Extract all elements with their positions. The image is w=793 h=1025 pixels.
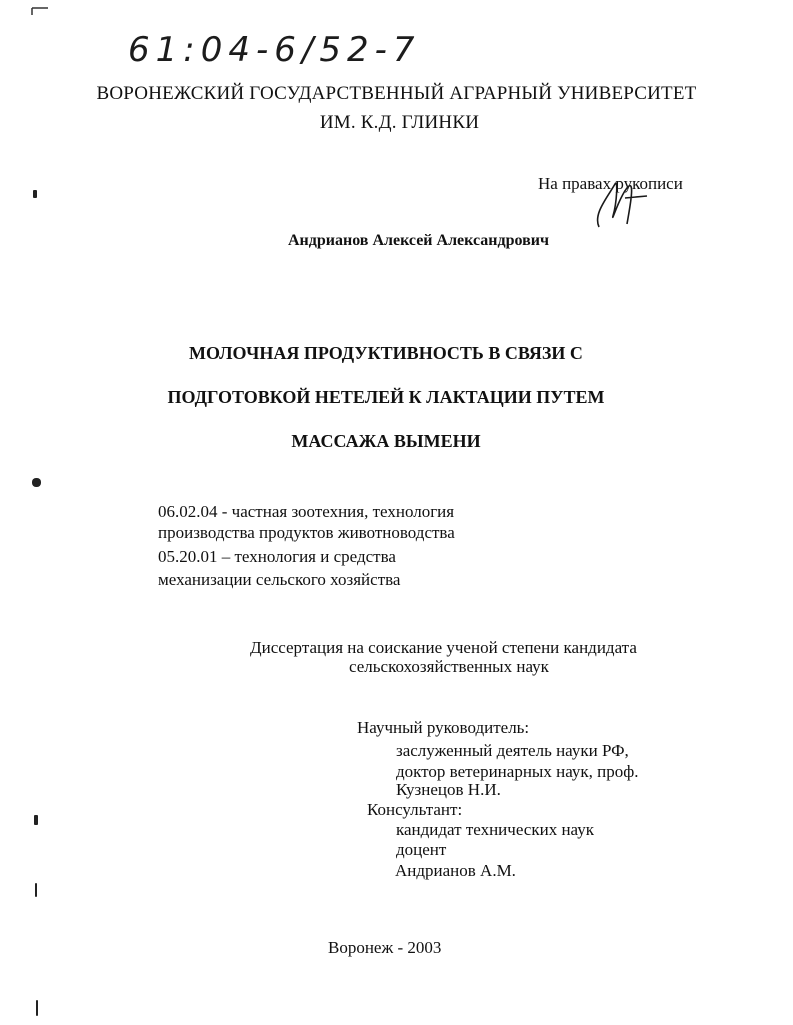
consultant-line-3: Андрианов А.М. [395,861,516,880]
supervisor-line-2: доктор ветеринарных наук, проф. [396,762,639,781]
scan-speck [32,478,41,487]
dissertation-line-2: сельскохозяйственных наук [349,657,549,676]
specialty-2-line-1: 05.20.01 – технология и средства [158,547,396,566]
dissertation-line-1: Диссертация на соискание ученой степени кандидата [250,638,637,657]
consultant-line-2: доцент [396,840,447,859]
title-line-1: МОЛОЧНАЯ ПРОДУКТИВНОСТЬ В СВЯЗИ С [189,343,583,363]
scan-speck [33,190,37,198]
supervisor-line-3: Кузнецов Н.И. [396,780,501,799]
title-line-3: МАССАЖА ВЫМЕНИ [291,431,481,451]
title-line-2: ПОДГОТОВКОЙ НЕТЕЛЕЙ К ЛАКТАЦИИ ПУТЕМ [167,387,605,407]
scan-speck [36,1000,38,1016]
signature [585,172,655,242]
university-heading: ВОРОНЕЖСКИЙ ГОСУДАРСТВЕННЫЙ АГРАРНЫЙ УНИВЕРСИТЕТ [96,83,697,104]
specialty-2-line-2: механизации сельского хозяйства [158,570,401,589]
consultant-label: Консультант: [367,800,463,819]
supervisor-label: Научный руководитель: [357,718,530,737]
manuscript-note: На правах рукописи [538,174,683,193]
supervisor-line-1: заслуженный деятель науки РФ, [396,741,629,760]
specialty-1-line-2: производства продуктов животноводства [158,523,455,542]
city-year: Воронеж - 2003 [328,938,442,957]
scan-corner-mark [30,6,50,16]
consultant-line-1: кандидат технических наук [396,820,594,839]
university-name: ИМ. К.Д. ГЛИНКИ [319,112,480,133]
specialty-1-line-1: 06.02.04 - частная зоотехния, технология [158,502,455,521]
author-name: Андрианов Алексей Александрович [288,232,549,249]
archive-number: 61:04-6/52-7 [128,30,421,70]
scan-speck [34,815,38,825]
scan-speck [35,883,37,897]
